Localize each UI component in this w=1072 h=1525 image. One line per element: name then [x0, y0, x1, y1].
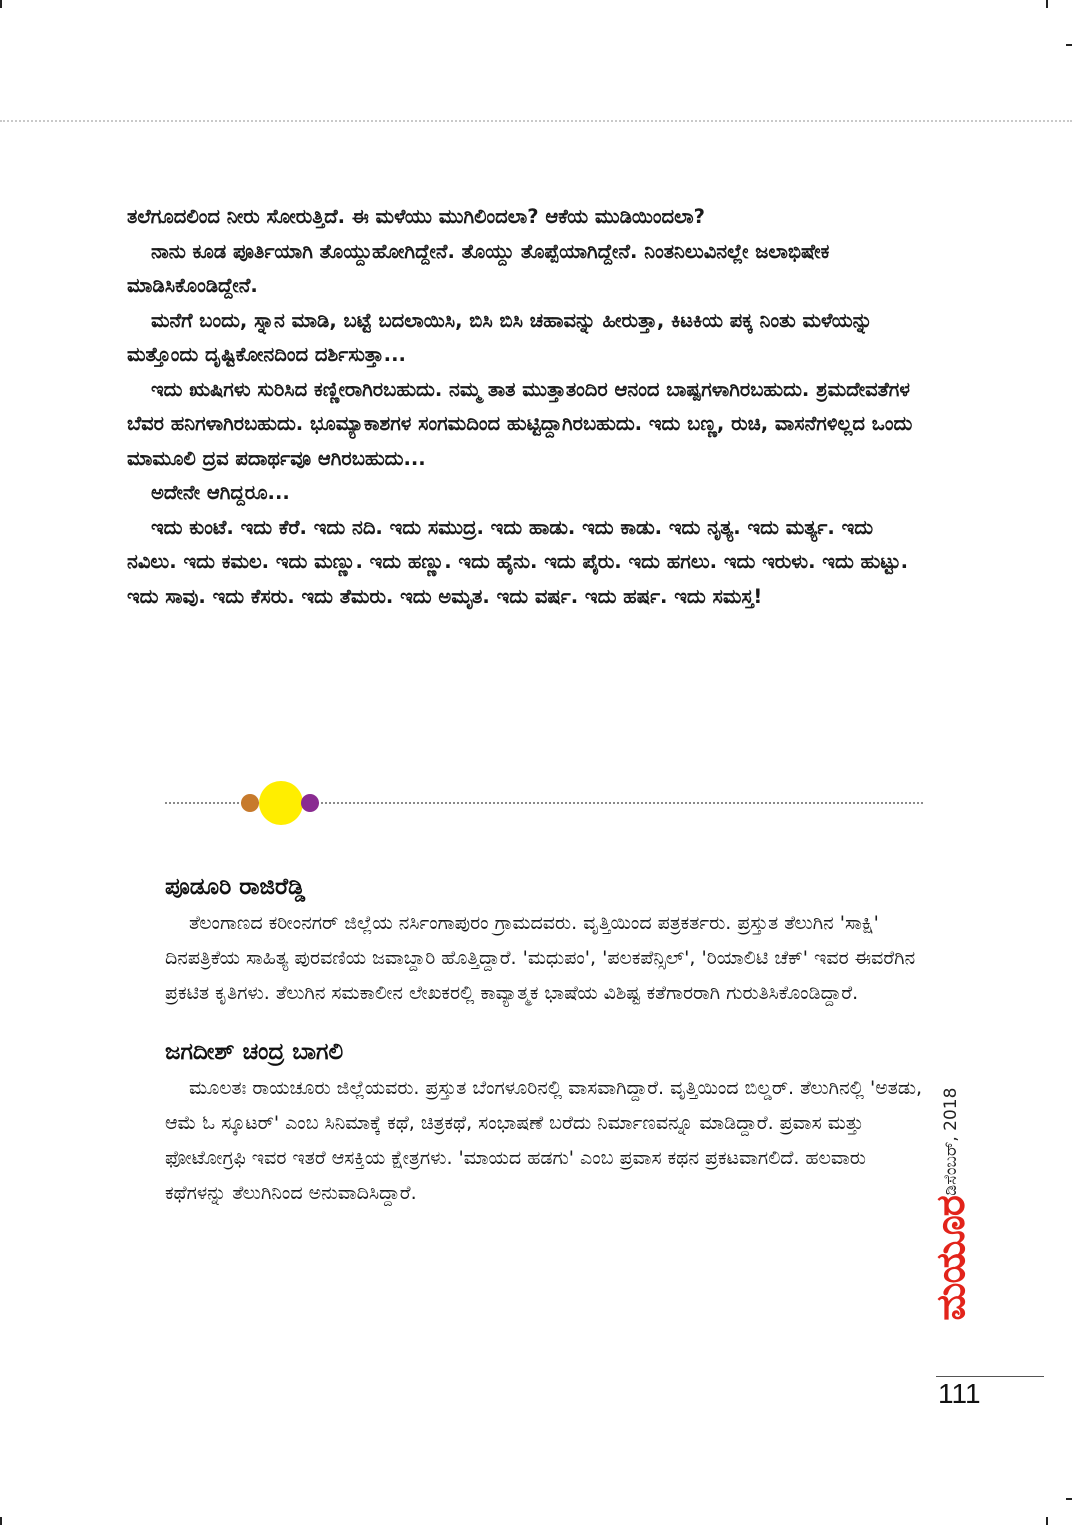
translator-name: ಜಗದೀಶ್ ಚಂದ್ರ ಬಾಗಲಿ	[165, 1039, 344, 1065]
story-paragraph: ತಲೆಗೂದಲಿಂದ ನೀರು ಸೋರುತ್ತಿದೆ. ಈ ಮಳೆಯು ಮುಗಿಲಿಂದಲಾ? ಆಕೆಯ ಮುಡಿಯಿಂದಲಾ?	[127, 205, 705, 228]
story-paragraph: ನಾನು ಕೂಡ ಪೂರ್ತಿಯಾಗಿ ತೊಯ್ದುಹೋಗಿದ್ದೇನೆ. ತೊಯ್ದು ತೊಪ್ಪೆಯಾಗಿದ್ದೇನೆ. ನಿಂತನಿಲುವಿನಲ್ಲೇ ಜಲಾಭಿಷೇಕ ಮಾಡಿಸಿಕೊಂಡಿದ್ದೇನೆ.	[127, 239, 830, 297]
divider-purple-dot	[301, 794, 319, 812]
author-bio-text: ತೆಲಂಗಾಣದ ಕರೀಂನಗರ್ ಜಿಲ್ಲೆಯ ನರ್ಸಿಂಗಾಪುರಂ ಗ್ರಾಮದವರು. ವೃತ್ತಿಯಿಂದ ಪತ್ರಕರ್ತರು. ಪ್ರಸ್ತುತ ತೆಲುಗಿನ 'ಸಾಕ್ಷಿ' ದಿನಪತ್ರಿಕೆಯ ಸಾಹಿತ್ಯ ಪುರವಣಿಯ ಜವಾಬ್ದಾರಿ ಹೊತ್ತಿದ್ದಾರೆ. 'ಮಧುಪಂ', 'ಪಲಕಪೆನ್ಸಿಲ್', 'ರಿಯಾಲಿಟಿ ಚೆಕ್' ಇವರ ಈವರೆಗಿನ ಪ್ರಕಟಿತ ಕೃತಿಗಳು. ತೆಲುಗಿನ ಸಮಕಾಲೀನ ಲೇಖಕರಲ್ಲಿ ಕಾವ್ಯಾತ್ಮಕ ಭಾಷೆಯ ವಿಶಿಷ್ಟ ಕತೆಗಾರರಾಗಿ ಗುರುತಿಸಿಕೊಂಡಿದ್ದಾರೆ.	[165, 912, 916, 1004]
page-number: 111	[938, 1378, 981, 1409]
crop-mark-top-right	[1046, 0, 1048, 8]
section-divider	[165, 780, 923, 826]
story-paragraph: ಮನೆಗೆ ಬಂದು, ಸ್ನಾನ ಮಾಡಿ, ಬಟ್ಟೆ ಬದಲಾಯಿಸಿ, ಬಿಸಿ ಬಿಸಿ ಚಹಾವನ್ನು ಹೀರುತ್ತಾ, ಕಿಟಕಿಯ ಪಕ್ಕ ನಿಂತು ಮಳೆಯನ್ನು ಮತ್ತೊಂದು ದೃಷ್ಟಿಕೋನದಿಂದ ದರ್ಶಿಸುತ್ತಾ...	[127, 308, 873, 366]
sidebar-vertical-text	[928, 1080, 974, 1321]
story-text	[127, 200, 927, 614]
crop-mark-bottom-right	[1046, 1517, 1048, 1525]
magazine-masthead-logo: ಮಯೂರ	[928, 1196, 974, 1321]
magazine-sidebar	[928, 1080, 974, 1380]
crop-mark-right-upper	[1066, 44, 1072, 46]
story-paragraph: ಇದು ಋಷಿಗಳು ಸುರಿಸಿದ ಕಣ್ಣೀರಾಗಿರಬಹುದು. ನಮ್ಮ ತಾತ ಮುತ್ತಾತಂದಿರ ಆನಂದ ಬಾಷ್ಪಗಳಾಗಿರಬಹುದು. ಶ್ರಮದೇವತೆಗಳ ಬೆವರ ಹನಿಗಳಾಗಿರಬಹುದು. ಭೂಮ್ಯಾಕಾಶಗಳ ಸಂಗಮದಿಂದ ಹುಟ್ಟಿದ್ದಾಗಿರಬಹುದು. ಇದು ಬಣ್ಣ, ರುಚಿ, ವಾಸನೆಗಳಿಲ್ಲದ ಒಂದು ಮಾಮೂಲಿ ದ್ರವ ಪದಾರ್ಥವೂ ಆಗಿರಬಹುದು...	[127, 377, 913, 470]
divider-yellow-dot	[259, 781, 303, 825]
story-paragraph: ಇದು ಕುಂಟೆ. ಇದು ಕೆರೆ. ಇದು ನದಿ. ಇದು ಸಮುದ್ರ. ಇದು ಹಾಡು. ಇದು ಕಾಡು. ಇದು ನೃತ್ಯ. ಇದು ಮರ್ತ್ಯ. ಇದು ನವಿಲು. ಇದು ಕಮಲ. ಇದು ಮಣ್ಣು. ಇದು ಹಣ್ಣು. ಇದು ಹೈನು. ಇದು ಪೈರು. ಇದು ಹಗಲು. ಇದು ಇರುಳು. ಇದು ಹುಟ್ಟು. ಇದು ಸಾವು. ಇದು ಕೆಸರು. ಇದು ತೆಮರು. ಇದು ಅಮೃತ. ಇದು ವರ್ಷ. ಇದು ಹರ್ಷ. ಇದು ಸಮಸ್ತ!	[127, 515, 909, 608]
story-paragraph: ಅದೇನೇ ಆಗಿದ್ದರೂ...	[151, 481, 290, 504]
divider-orange-dot	[241, 794, 259, 812]
crop-mark-top-left	[0, 0, 2, 8]
author-name: ಪೂಡೂರಿ ರಾಜಿರೆಡ್ಡಿ	[165, 874, 306, 900]
translator-bio	[165, 1033, 927, 1211]
folio-rule	[936, 1376, 1044, 1377]
translator-bio-text: ಮೂಲತಃ ರಾಯಚೂರು ಜಿಲ್ಲೆಯವರು. ಪ್ರಸ್ತುತ ಬೆಂಗಳೂರಿನಲ್ಲಿ ವಾಸವಾಗಿದ್ದಾರೆ. ವೃತ್ತಿಯಿಂದ ಬಿಲ್ಡರ್. ತೆಲುಗಿನಲ್ಲಿ 'ಅತಡು, ಆಮೆ ಓ ಸ್ಕೂಟರ್' ಎಂಬ ಸಿನಿಮಾಕ್ಕೆ ಕಥೆ, ಚಿತ್ರಕಥೆ, ಸಂಭಾಷಣೆ ಬರೆದು ನಿರ್ಮಾಣವನ್ನೂ ಮಾಡಿದ್ದಾರೆ. ಪ್ರವಾಸ ಮತ್ತು ಫೋಟೋಗ್ರಫಿ ಇವರ ಇತರೆ ಆಸಕ್ತಿಯ ಕ್ಷೇತ್ರಗಳು. 'ಮಾಯದ ಹಡಗು' ಎಂಬ ಪ್ರವಾಸ ಕಥನ ಪ್ರಕಟವಾಗಲಿದೆ. ಹಲವಾರು ಕಥೆಗಳನ್ನು ತೆಲುಗಿನಿಂದ ಅನುವಾದಿಸಿದ್ದಾರೆ.	[165, 1077, 923, 1204]
crop-mark-bottom-left	[0, 1517, 2, 1525]
issue-date: ಡಿಸೆಂಬರ್, 2018	[941, 1088, 961, 1197]
author-bio	[165, 868, 927, 1011]
crop-mark-right-lower	[1066, 1498, 1072, 1500]
header-dotted-rule	[0, 120, 1072, 122]
author-bios	[165, 868, 927, 1211]
